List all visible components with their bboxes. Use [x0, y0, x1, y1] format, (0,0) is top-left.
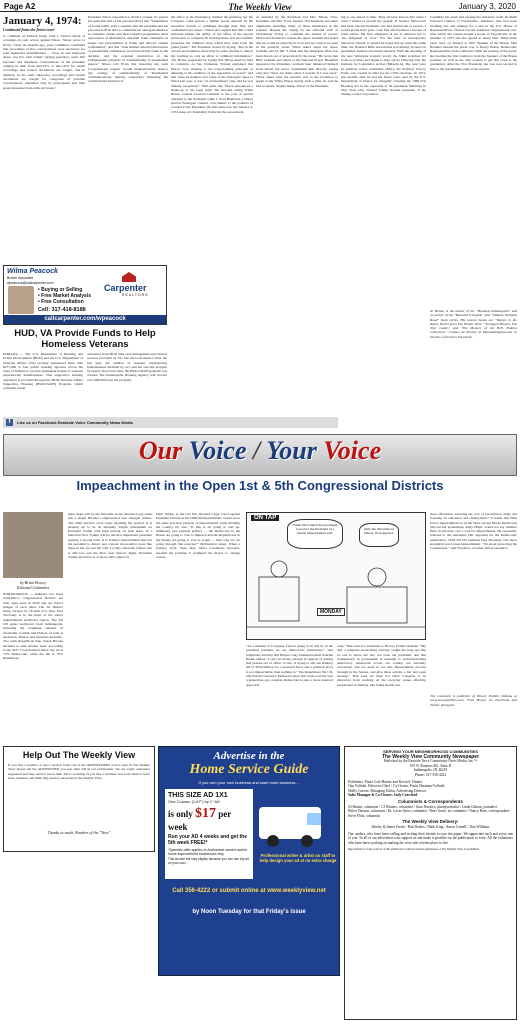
article-text: Columbia bar exam and passing the Arkansas exam, Rodham followed Clinton to Fayetteville, Arkansas. She had been teaching law and running for a seat in the U.S. House of Representatives. Clinton lost the Arkansas congressional race, after which the couple bought a house in Fayetteville in the summer of 1975 and she agreed to marry him. Thirty-three years later, on January 4, 2007 Speaker of the House John Boehner handed the gavel over to Nancy Pelosi, Democratic Representative from California. With the passing of the gavel, she became the first woman to hold the Speaker of the House position, as well as the only woman to get that close to the presidency. After the Vice President, she was now second in line to the presidential order of succession.	[430, 15, 517, 71]
hsg-phone[interactable]: Call 356-4222 or submit online at www.weeklyview.net	[172, 888, 326, 894]
facebook-banner[interactable]: f Like us on Facebook Eastside Voice Community News Media	[3, 417, 338, 428]
cartoon-drawing	[247, 547, 425, 639]
column-2	[88, 15, 168, 262]
ov-author-bio: The columnist is publisher of Howey Politics Indiana at www.howeypolitics.com. Find Howey on Facebook and Twitter @hwypol.	[430, 694, 517, 707]
author-byline: by Brian Howey Editorial Columnist	[17, 580, 49, 590]
hud-article	[3, 328, 167, 416]
article-headline: January 4, 1974:	[3, 15, 82, 27]
brand-sub: REALTORS	[122, 293, 149, 297]
our-voice-banner	[3, 434, 517, 476]
article-text: as attended by the President and Mrs. Nixon, Vice-President and Mrs. Ford, Senator Ted Kennedy and other dignitaries including many of those implicated in the scandal. Despite the urging by the editorial staff of Christianity Today to condemn the abuses of power, Nixon had decided to release the tapes. Graham had stated that he would be ethically in error and not wish to be used in the political arena. When asked about the tapes, Graham said he felt "I think that the Watergate affair has been blown out of proportion by the press." He wrote that Billy Graham and others at the National Prayer Breakfast supported the President. Graham later distanced himself from Nixon but never condemned him directly, saying only that "there are times when I wonder if I was used." When asked what his reaction was to the invitation to speak at the White House during such a time, he said he had accepted, despite being critical of the President.	[256, 15, 338, 88]
columnists-2: Helen Thomas, columnist / Dr. Lucas Ayers, columnist / Peter Grafe, art columnist / Nancy Rose, correspondent / Steve Flick, columnist	[348, 809, 511, 818]
cartoon-sign: MONDAY	[317, 608, 345, 616]
house-logo-icon	[122, 272, 136, 282]
ov-text-5: cans," Hale said in a statement to Howey Politics Indiana. "My dad, a longtime prosecuting attorney, taught me long ago that no one is above the law, not even our president, and that transparency in government is essential to well-functioning democracy. Americans across our country are seriously concerned, and we need to see this impeachment process through in the Senate, and give these articles a fair and open hearing." That said, we must not allow Congress to be distracted from working on the everyday issues affecting people here in Indiana, like rising health care	[337, 644, 426, 687]
hud-text-2: assistance from HUD with case management and clinical services provided by VA. See the local impact. Over the last year, the number of veterans experiencing homelessness declined by two percent and has dropped by nearly 50 percent since the HUD-VASH program was created. The Indianapolis Housing Agency will receive over $86,800 from the program.	[87, 352, 167, 382]
ov-text-6: more affordable, lowering the cost of prescription drugs and focusing on education and employment." It seems that Hale favors impeachment as all but three current House Democrats did, but her spokesman, Andy Hilyk, would not say whether Hale would have cast a vote for impeachment. He repeatedly referred to the statement. Her opponent for the Democratic nomination, 2018 5th CD nominee Dee Thornton, was more straightforward about impeachment. "It's about protecting the Constitution," said Thornton, a former Xerox executive.	[430, 512, 517, 551]
article-subhead: Continued from the front cover	[3, 27, 55, 32]
hsg-deadline: by Noon Tuesday for that Friday's issue	[192, 909, 306, 915]
column-3	[171, 15, 253, 416]
delivery-title: The Weekly View Delivery:	[402, 819, 459, 825]
issue-date: January 3, 2020	[458, 2, 516, 11]
column-1	[3, 15, 85, 281]
serving-line: SERVING YOUR NEIGHBORHOOD COMMUNITIES	[383, 749, 478, 754]
brand-name: Carpenter	[104, 283, 147, 293]
page-number: Page A2	[4, 2, 36, 11]
hud-text-1: INDIANA — The U.S. Department of Housing and Urban Development (HUD) and the U.S. Department of Veterans Affairs (VA) recently announced more than $277,400 to four public housing agencies across the State of Indiana to provide permanent homes to veterans experiencing homelessness. This supportive housing assistance is provided through the HUD-Veterans Affairs Supportive Housing (HUD-VASH) Program, which combines rental	[3, 352, 83, 391]
help-thanks: Thanks so much, Readers of the "View"	[47, 830, 111, 835]
editorial-cartoon	[246, 512, 426, 640]
article-text: to comment on Federal Judge John J. Sirica's threat of contempt-of-court action against Nixon. Nixon wrote to Ervin, "Only six months ago, your committee concluded that recordings of five conversations were necessary for your legislative determination … Now, in one subpoena alone, you list, with widely varying precision, some 492 personal and telephone conversations of the president ranging in time from mid-1971 to late-1973 for which recordings and related documents are sought, and in addition, in the same subpoena, recordings and related documents are sought for categories of possible conversations, identified only by participants and time spans measured in months and years."	[3, 34, 85, 90]
home-service-guide-ad	[158, 746, 340, 976]
publisher: Published by the Eastside Voice Community News Media, Inc.™	[383, 759, 478, 764]
service-van-icon	[257, 793, 337, 851]
phone: Phone: 317-356-4222	[414, 772, 447, 777]
managing: Shelly Craven: Managing Editor, Advertising Director	[348, 788, 427, 793]
banner-title: Our Voice / Your Voice	[138, 436, 382, 465]
help-out-box	[3, 746, 155, 852]
masthead-title: The Weekly View	[228, 2, 292, 12]
city: Indianapolis, IN 46219	[413, 768, 448, 773]
hsg-pricing-box: THIS SIZE AD 1X1 One Column (1.67") by 1" AD is only $17 per week Run your AD 4 weeks and get the 5th week FREE!* *Specials offer applies to Authorized service and/or home improvement businesses only. This ad size will vary slightly because you can use clip art on your own...	[165, 789, 253, 879]
columnists-1: Al Hunter, columnist / CJ Winters, columnist / Gina Navarro, photojournalist / Linda Gibson, journalist	[348, 804, 497, 809]
reader-note: Our readers, who have been calling and writing their friends to save the paper: We appreciate each and every one of you. To all of our advertisers who support us and make it possible for the publication to exist: All the volunteers who have been working on making the west side a better place to live.	[348, 831, 513, 845]
cartoon-bubble-2: Only the third time in history it's happened.	[359, 523, 399, 547]
paper-name: The Weekly View Community Newspaper	[381, 753, 480, 760]
masthead-box	[344, 746, 517, 1020]
agent-name: Wilma Peacock	[7, 268, 58, 275]
help-text: If you buy a product or use a service, from one of the ADVERTISERS you've seen in The Weekly View please tell the ADVERTISER you saw their AD in our publication. We are solely advertiser supported and they need to know their AD is working! If you like a business and want them to have more business, tell them they need to advertise in the Weekly View.	[8, 763, 150, 780]
ov-text-2: these maps will be the first time in the television age when just a single Hoosier congressional seat changed parties. The 2020 election cycle looks anything but normal. It is shaping up to be an intensely fought referendum on President Trump with high turnout on both sides. In a historical first, Trump will be the first impeached president seeking a second term. It is Trump's impeachment that has the potential to distort and content down-ballot races like these in the 1st and 5th CDs. Locally when the jobless rate is still low and the Dow near historic highs, President Trump should be at or above 60% approval.	[68, 512, 152, 559]
hsg-sub: If you own your own business and want more business…	[198, 780, 300, 785]
article-text: the office of the Presidency. Neither the judiciary nor the Congress could survive a similar power asserted by the executive branch to rummage through their files and confidential processes." Nixon also argued that this "could seriously impair the ability of the office of the special prosecutor to complete its investigations and successfully prosecute the criminal cases which may arise from the grand juries." The President closed by saying, "But in the current environment, there may be some attempt to distort my position as only an effort to withhold information." The House responded by saying that Nixon must be held in contempt. At San Clemente, Warren explained that Nixon "was sticking to his long-standing principle of adhering to the tradition of the separation of power" and that when he handed over some of the Watergate tapes to Sirica last year, it was "an extraordinary step, and he was making exceptions." That same day, Nixon announced a shake-up of his legal team. He elevated acting White House counsel Leonard Garment to the post of special assistant to the President while J. Fred Buzhardt, a Nixon special Watergate counsel, was named to the position of counsel to the President. On that same day, the January 4, 1974 issue of Christianity Today hit the newsstands.	[171, 15, 253, 114]
agent-photo	[8, 286, 34, 314]
realtor-ad	[3, 265, 167, 325]
delivery-names: Shirley & James Fuchs / Bob Drakes / Mark King / Aaron Carnell / Tina Williams	[371, 824, 490, 829]
page-header	[0, 0, 520, 12]
columnists-title: Columnists & Correspondents	[397, 798, 463, 804]
facebook-icon: f	[6, 419, 13, 426]
column-4	[256, 15, 338, 416]
ov-text-4: "As a member of Congress, I'm not going to sit idly by as the president tramples on our democratic institutions," said Valparaiso attorney Jim Harper. Gary businesswoman Sabrina Haake added, "I can't be strong enough in support of getting this jackass out of office. To me, if trying to sell our military aid of $350 million for a personal favor and a political favor is not impeachable, then nothing is." The Republican 5th CD, which hasn't elected a Democrat since Jim Jontz won the seat a generation ago, requires Democrats to take a more nuanced approach.	[246, 644, 333, 687]
agent-email: wpeacock@callcarpenter.com	[7, 281, 54, 285]
address: 195 N. Routiers Rd., Suite D	[409, 763, 452, 768]
author-photo	[3, 512, 63, 578]
article-text: President Nixon responded to Ervin's request for papers (in particular that of his personal diary) that "formulation of sound public policy requires that the president and his personal staff be able to communicate among themselves in complete candor and their tentative judgements, their exploration of alternatives, and their frank comments on issues and personalities at home and abroad, remain confidential," and that "even limited selected disclosures of presidential confidences would inevitably result in the attrition, and the eventual destruction of the indispensable principle of confidentiality of presidential papers." Nixon told Ervin that honoring any such Congressional request "would unquestionably destroy any vestige of confidentiality of Presidential communications, thereby irreparably impairing the constitutional function of	[88, 15, 168, 84]
column-5	[341, 15, 426, 416]
hsg-title: Advertise in the	[213, 750, 285, 762]
sales: Sales Manager & Co-Owner: Judy Crawford	[348, 793, 418, 798]
ad-bullets: • Buying or Selling • Free Market Analysis • Free Consultation	[38, 287, 91, 305]
editor: Ona Vollrath, Editor-in-Chief / Co-Owner: Paula Ninamas-Vollrath	[348, 784, 445, 789]
hsg-van-text: Professional writer & artist on staff to help design your ad at no extra charge	[259, 853, 337, 863]
author-bio: Al Hunter is the author of the "Haunted Indianapolis" and co-author of the "Haunted Irvington" and "Indiana National Road" book series. His newest books are "Bumps in the Night, Stories from The Weekly View," "Irvington Houses, The Tour Guide," and "The Mystery of the H.H. Holmes Collection." Contact Al directly at Hauntedal@aol.com or become a friend on Facebook.	[430, 309, 517, 339]
hsg-title-2: Home Service Guide	[189, 762, 309, 777]
ov-text-1: INDIANAPOLIS — Indiana's two most competitive congressional districts are both open seats in 2020 and are mirror images of each other. The 1st District being vacated by 18-term U.S. Rep. Pete Visclosky is in the heart of the state's industrialized northwest region. The 5th CD spans northward from Indianapolis, including the doughnut suburbs of Zionsville, Carmel, and Fishers, as well as Anderson, Marion and suburban Kokomo. Two term Republican Rep. Susan Brooks declined to seek another term. According to the 2017 Cook Partisan Index, the 1st is +9% Democratic while the 5th is +9% Republican.	[3, 592, 63, 661]
help-title: Help Out The Weekly View	[22, 750, 136, 760]
agent-website: callcarpenter.com/wpeacock	[4, 315, 166, 324]
our-voice-headline: Impeachment in the Open 1st & 5th Congressional Districts	[76, 478, 444, 493]
legal-note: Reproduction of any portion of this publication without written permission of The Weekly View is prohibited.	[348, 847, 480, 852]
ov-text-3: ident Trump, as the late Sen. Richard Lugar voted against President Clinton in his 1998-99 impeachment, would serve the same practical purpose as impeachment while dividing the country far less. "If this is all going to end up, ultimately, just partisan politics — the Democrats in the House are going to vote to impeach and the Republicans in the Senate are going to vote to acquit — then why are we going through this exercise?" McDermott asked. When a primary rival, State Rep. Mara Candelaria Reardon, assailed his position, it prompted the mayor to change course.	[156, 512, 240, 559]
publishers: Publishers: Paula Cole-Hunter and Kevin S. Hunter	[348, 779, 423, 784]
cartoon-title: ON TAP	[251, 515, 279, 521]
cartoon-bubble-1: When McConnell has promised to protect the President in a Senate impeachment trial.	[287, 519, 343, 549]
agent-cell: Cell: 317-418-8188	[38, 307, 86, 313]
hud-headline: HUD, VA Provide Funds to Help Homeless Veterans	[14, 328, 156, 350]
article-text: ing to say ahead of time. They all have known that when I went I intend to preach the gospel. If Senator McGovern had been elected President and had invited me to preach, I would gladly have gone. I am first and foremost a servant of Jesus Christ. My first allegiance is not to America but to "the Kingdom of God." For the sake of retrospective historical context, it should be noted that up until this same time, the National Rifle Association had mainly focused on sportsmen, hunters and target shooters. With the dawning of the new Watergate scandal world, the NRA switched it's focus to politics and began to map out its lobbying arm, the Institute for Legislative Action (NRA-ILA). The next year, its political action committee (PAC), the Political Victory Fund, was created in time for the 1976 elections. In 1974, just months after he and his father were sued by the U.S. Department of Justice for allegedly violating the 1968 Fair Housing Act in the operation of 39 apartment buildings in New York City, Donald Trump became president of the Trump-owned corporation.	[341, 15, 426, 97]
column-6	[430, 15, 517, 410]
agent-title: Broker Associate	[7, 276, 34, 280]
